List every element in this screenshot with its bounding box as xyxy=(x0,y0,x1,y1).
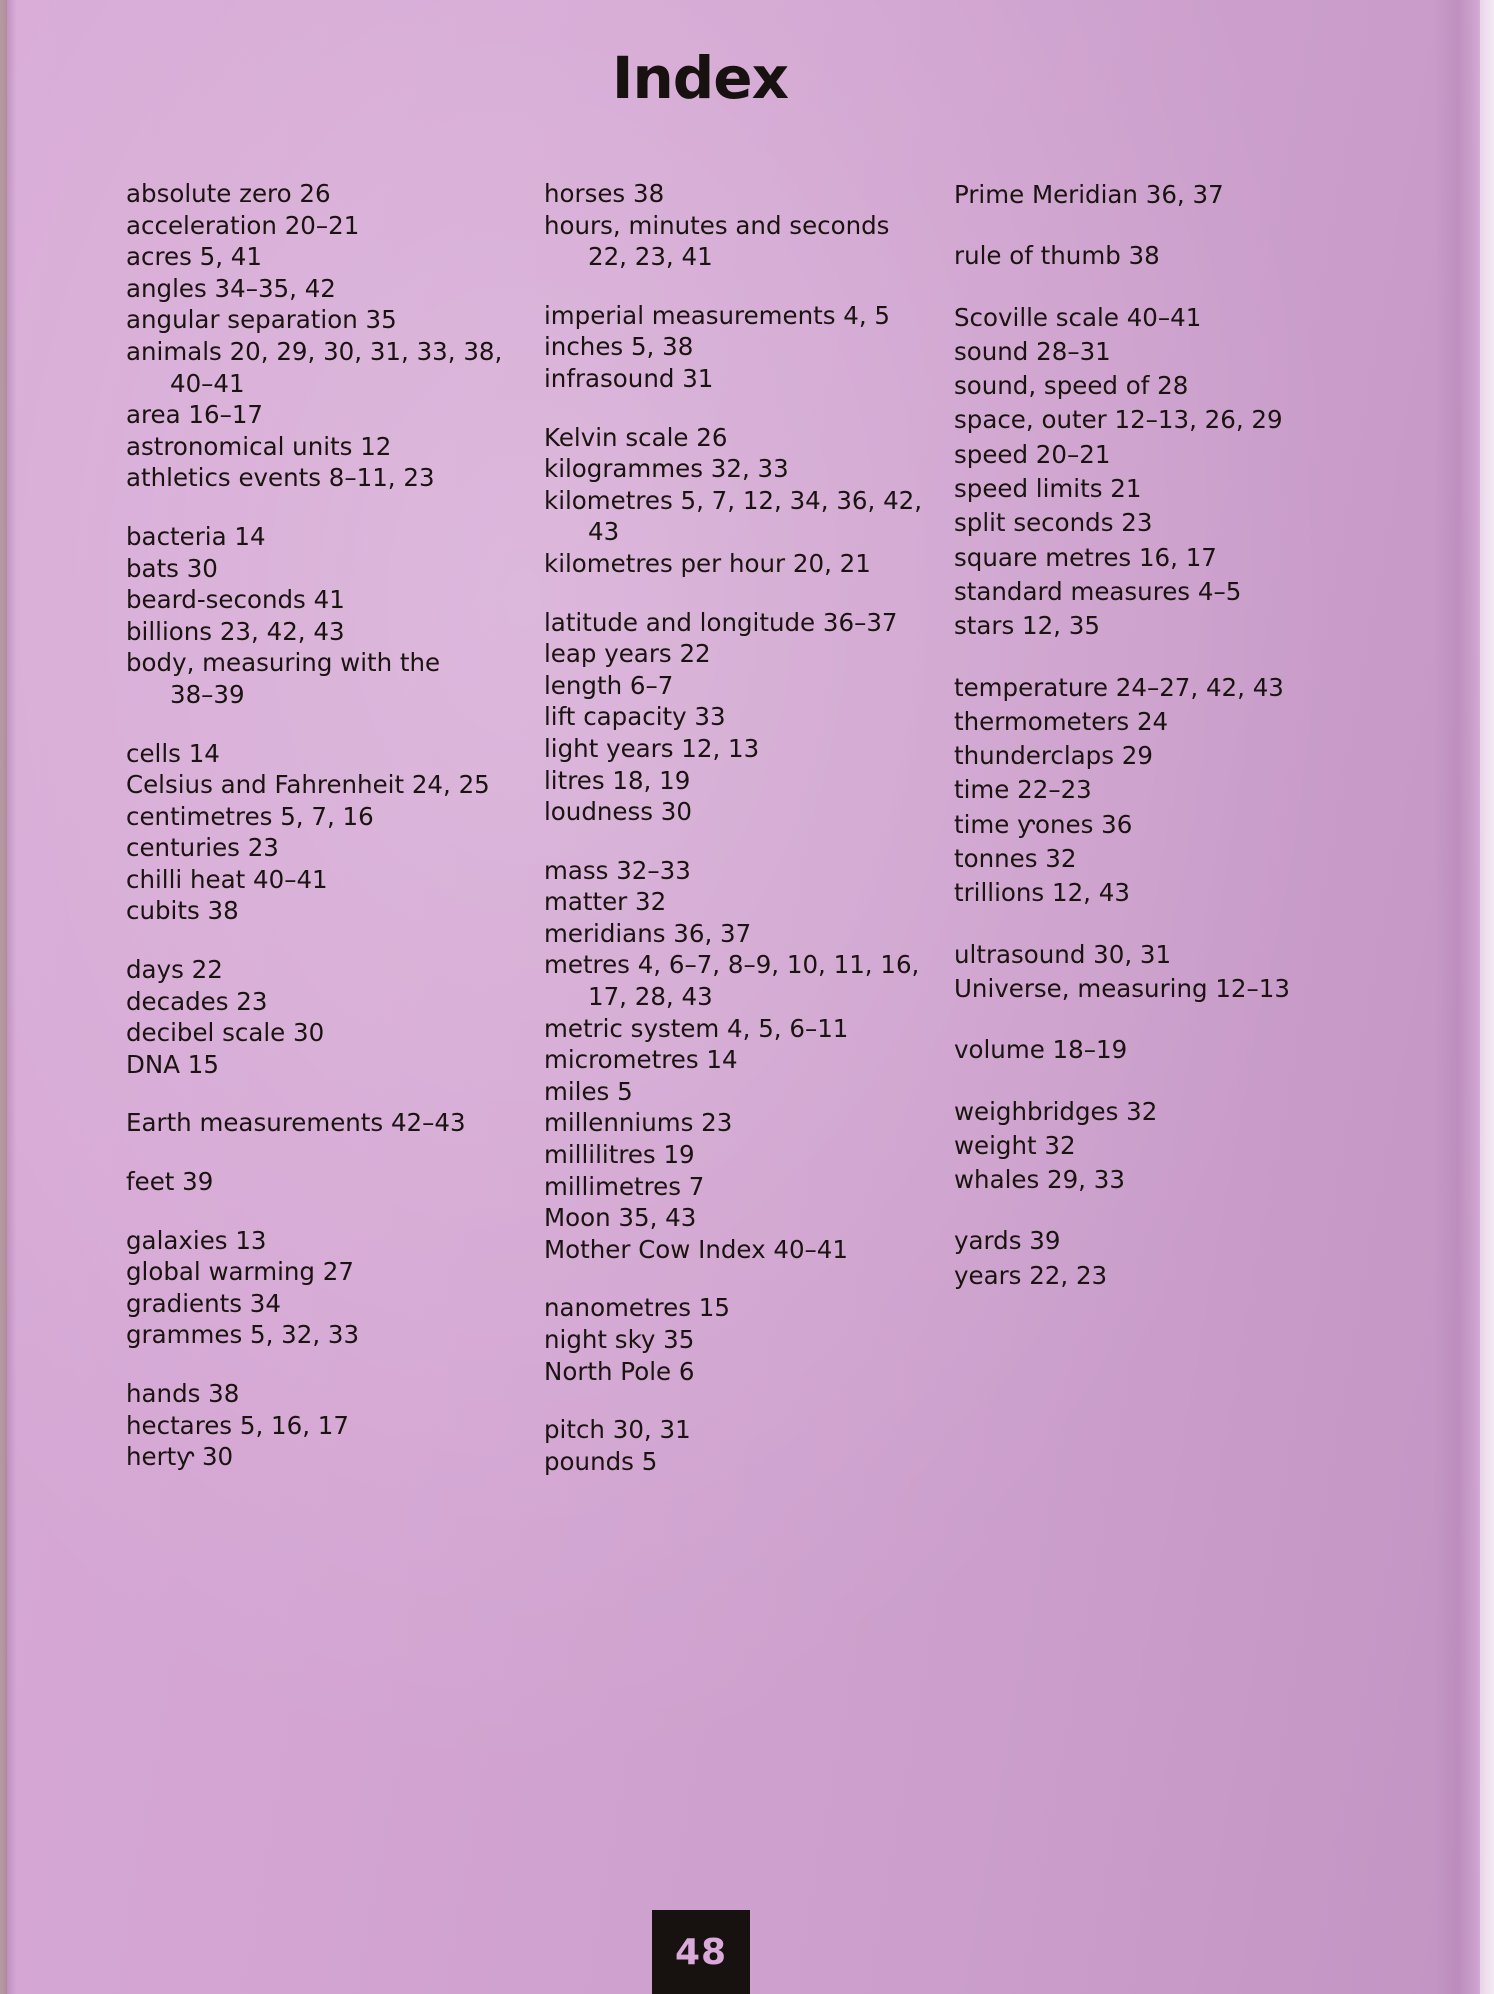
index-entry xyxy=(954,842,1314,876)
index-entry xyxy=(126,832,516,864)
index-entry-text: sound 28–31 xyxy=(954,336,1111,366)
index-entry xyxy=(126,1049,516,1081)
index-entry-text: chilli heat 40–41 xyxy=(126,864,328,894)
index-entry xyxy=(544,331,924,363)
index-entry-text: galaxies 13 xyxy=(126,1225,267,1255)
index-group-gap xyxy=(954,212,1314,239)
index-entry-text: hertƴ 30 xyxy=(126,1442,234,1472)
index-entry-text: square metres 16, 17 xyxy=(954,542,1217,572)
index-entry-text: cells 14 xyxy=(126,738,220,768)
index-entry-text: mass 32–33 xyxy=(544,855,691,885)
index-group-gap xyxy=(954,1006,1314,1033)
index-entry-text: millilitres 19 xyxy=(544,1140,695,1170)
index-entry-text: rule of thumb 38 xyxy=(954,241,1160,271)
index-entry xyxy=(544,1292,924,1324)
index-entry-text: North Pole 6 xyxy=(544,1356,695,1386)
index-entry-text: tonnes 32 xyxy=(954,844,1077,874)
index-entry-text: beard-seconds 41 xyxy=(126,585,345,615)
index-entry-text: global warming 27 xyxy=(126,1257,354,1287)
index-entry xyxy=(544,1356,924,1388)
index-entry xyxy=(954,369,1314,403)
index-entry-text: absolute zero 26 xyxy=(126,179,331,208)
index-entry xyxy=(544,886,924,918)
index-entry xyxy=(126,1378,516,1410)
index-entry xyxy=(954,472,1314,506)
index-entry-text: billions 23, 42, 43 xyxy=(126,616,345,646)
index-entry xyxy=(544,178,924,210)
index-entry-text: days 22 xyxy=(126,955,223,985)
index-entry-text: bacteria 14 xyxy=(126,521,266,551)
index-entry-text: DNA 15 xyxy=(126,1049,219,1079)
index-entry xyxy=(954,1033,1314,1067)
index-entry-text: Scoville scale 40–41 xyxy=(954,302,1202,332)
index-entry xyxy=(126,864,516,896)
index-group-gap xyxy=(954,1068,1314,1095)
index-entry xyxy=(126,553,516,585)
index-entry-text: speed 20–21 xyxy=(954,439,1111,469)
index-group-gap xyxy=(544,273,924,300)
index-entry-text: centimetres 5, 7, 16 xyxy=(126,801,374,831)
index-entry xyxy=(544,701,924,733)
index-entry xyxy=(544,548,924,580)
index-entry-text: trillions 12, 43 xyxy=(954,878,1130,908)
index-entry-continuation: 38–39 xyxy=(170,679,245,709)
index-entry-text: horses 38 xyxy=(544,179,665,208)
index-entry xyxy=(126,1166,516,1198)
index-entry-text: yards 39 xyxy=(954,1226,1061,1256)
index-entry xyxy=(126,616,516,648)
index-entry-text: whales 29, 33 xyxy=(954,1165,1125,1195)
index-entry-text: gradients 34 xyxy=(126,1288,281,1318)
index-group-gap xyxy=(126,1080,516,1107)
index-entry xyxy=(544,1044,924,1076)
index-entry xyxy=(544,363,924,395)
index-entry xyxy=(126,1256,516,1288)
index-entry xyxy=(954,773,1314,807)
index-entry xyxy=(126,801,516,833)
index-entry xyxy=(544,607,924,639)
index-entry-text: metres 4, 6–7, 8–9, 10, 11, 16, xyxy=(544,950,920,980)
index-entry-text: speed limits 21 xyxy=(954,474,1142,504)
index-group-gap xyxy=(954,1197,1314,1224)
index-entry xyxy=(954,1163,1314,1197)
index-entry-text: feet 39 xyxy=(126,1167,214,1197)
index-entry-text: kilometres 5, 7, 12, 34, 36, 42, xyxy=(544,485,923,515)
index-entry xyxy=(544,1107,924,1139)
index-entry xyxy=(126,769,516,801)
index-entry-text: ultrasound 30, 31 xyxy=(954,939,1172,969)
index-entry xyxy=(544,1171,924,1203)
page-right-edge xyxy=(1480,0,1494,1994)
index-entry xyxy=(954,301,1314,335)
index-entry-text: miles 5 xyxy=(544,1076,633,1106)
index-entry-text: night sky 35 xyxy=(544,1325,695,1354)
index-entry-text: split seconds 23 xyxy=(954,508,1153,538)
index-column-3 xyxy=(954,178,1314,1293)
index-entry-text: time 22–23 xyxy=(954,775,1092,805)
index-entry-text: time ƴones 36 xyxy=(954,809,1133,839)
index-entry xyxy=(954,541,1314,575)
index-group-gap xyxy=(544,1265,924,1292)
index-entry-text: angular separation 35 xyxy=(126,305,397,335)
index-group-gap xyxy=(544,828,924,855)
index-group-gap xyxy=(544,1387,924,1414)
index-entry xyxy=(544,1446,924,1478)
index-entry xyxy=(544,453,924,485)
index-entry xyxy=(126,462,516,494)
index-entry xyxy=(544,1234,924,1266)
index-entry-text: sound, speed of 28 xyxy=(954,371,1189,401)
index-entry-text: grammes 5, 32, 33 xyxy=(126,1320,360,1350)
index-entry-text: millenniums 23 xyxy=(544,1108,733,1138)
index-entry xyxy=(126,1225,516,1257)
index-entry xyxy=(544,638,924,670)
index-entry-text: metric system 4, 5, 6–11 xyxy=(544,1013,849,1043)
index-entry xyxy=(954,178,1314,212)
index-entry xyxy=(126,210,516,242)
index-entry-text: leap years 22 xyxy=(544,639,711,669)
index-entry-text: area 16–17 xyxy=(126,400,264,430)
index-entry xyxy=(126,241,516,273)
index-entry xyxy=(126,1319,516,1351)
index-entry-text: cubits 38 xyxy=(126,896,239,926)
index-entry-text: animals 20, 29, 30, 31, 33, 38, xyxy=(126,336,503,366)
index-group-gap xyxy=(954,911,1314,938)
index-entry-text: volume 18–19 xyxy=(954,1035,1128,1065)
index-entry-text: light years 12, 13 xyxy=(544,733,760,763)
index-entry-text: length 6–7 xyxy=(544,670,674,700)
index-entry xyxy=(954,671,1314,705)
index-group-gap xyxy=(954,274,1314,301)
index-entry xyxy=(126,273,516,305)
index-entry-text: thunderclaps 29 xyxy=(954,741,1153,771)
index-entry xyxy=(954,1224,1314,1258)
index-entry xyxy=(544,1324,924,1356)
page-title: Index xyxy=(611,44,789,112)
index-group-gap xyxy=(126,1351,516,1378)
index-entry xyxy=(954,1095,1314,1129)
index-entry xyxy=(126,738,516,770)
index-entry xyxy=(954,739,1314,773)
index-entry xyxy=(126,399,516,431)
index-entry xyxy=(544,485,924,548)
index-entry xyxy=(954,938,1314,972)
index-entry-text: body, measuring with the xyxy=(126,648,441,678)
index-entry-text: lift capacity 33 xyxy=(544,702,726,732)
index-entry-text: athletics events 8–11, 23 xyxy=(126,463,435,493)
index-entry xyxy=(954,335,1314,369)
index-entry xyxy=(544,422,924,454)
index-entry-text: angles 34–35, 42 xyxy=(126,273,336,303)
index-entry xyxy=(954,403,1314,437)
index-entry xyxy=(954,1129,1314,1163)
index-entry xyxy=(126,1107,516,1139)
index-entry-text: astronomical units 12 xyxy=(126,431,392,461)
index-entry-text: hours, minutes and seconds xyxy=(544,210,890,240)
page-number: 48 xyxy=(652,1910,750,1994)
index-entry-text: kilometres per hour 20, 21 xyxy=(544,548,871,578)
index-entry xyxy=(954,1259,1314,1293)
index-columns xyxy=(0,178,1430,1477)
index-entry-text: centuries 23 xyxy=(126,833,279,863)
index-entry-text: years 22, 23 xyxy=(954,1260,1108,1290)
index-entry-text: pitch 30, 31 xyxy=(544,1415,691,1445)
index-entry xyxy=(954,609,1314,643)
index-entry xyxy=(954,438,1314,472)
index-entry xyxy=(544,918,924,950)
index-entry xyxy=(126,895,516,927)
index-entry xyxy=(126,1441,516,1473)
index-entry-text: weighbridges 32 xyxy=(954,1096,1158,1126)
index-group-gap xyxy=(126,1139,516,1166)
index-column-2 xyxy=(544,178,924,1477)
index-entry-text: Mother Cow Index 40–41 xyxy=(544,1234,848,1264)
index-entry-text: pounds 5 xyxy=(544,1446,658,1476)
index-entry-text: temperature 24–27, 42, 43 xyxy=(954,672,1284,702)
index-entry-text: latitude and longitude 36–37 xyxy=(544,607,898,637)
index-entry-text: matter 32 xyxy=(544,887,667,917)
index-entry xyxy=(954,705,1314,739)
index-entry-text: Earth measurements 42–43 xyxy=(126,1108,466,1138)
index-entry-continuation: 43 xyxy=(588,517,620,547)
index-entry-text: Prime Meridian 36, 37 xyxy=(954,180,1224,209)
index-group-gap xyxy=(126,1198,516,1225)
index-entry-text: nanometres 15 xyxy=(544,1293,730,1323)
index-entry-text: Universe, measuring 12–13 xyxy=(954,973,1290,1003)
index-entry xyxy=(126,431,516,463)
index-entry-continuation: 40–41 xyxy=(170,368,245,398)
index-entry xyxy=(954,876,1314,910)
index-entry-text: decades 23 xyxy=(126,986,268,1016)
index-entry-text: litres 18, 19 xyxy=(544,765,691,795)
index-entry-text: micrometres 14 xyxy=(544,1045,738,1075)
index-entry xyxy=(544,796,924,828)
index-entry xyxy=(126,584,516,616)
index-entry-text: meridians 36, 37 xyxy=(544,918,752,948)
index-column-1 xyxy=(126,178,516,1473)
index-entry xyxy=(954,808,1314,842)
index-entry xyxy=(544,1414,924,1446)
index-entry xyxy=(126,178,516,210)
index-entry-text: acceleration 20–21 xyxy=(126,210,360,240)
index-entry-text: hectares 5, 16, 17 xyxy=(126,1410,349,1440)
index-entry xyxy=(126,647,516,710)
index-entry-text: standard measures 4–5 xyxy=(954,576,1242,606)
index-entry xyxy=(544,300,924,332)
index-entry xyxy=(544,765,924,797)
index-group-gap xyxy=(126,927,516,954)
index-entry xyxy=(126,1288,516,1320)
index-entry xyxy=(544,733,924,765)
index-entry xyxy=(126,1410,516,1442)
index-entry-text: kilogrammes 32, 33 xyxy=(544,454,789,484)
index-entry xyxy=(544,855,924,887)
index-entry xyxy=(126,986,516,1018)
index-entry-text: weight 32 xyxy=(954,1130,1076,1160)
index-group-gap xyxy=(544,580,924,607)
index-entry-text: Celsius and Fahrenheit 24, 25 xyxy=(126,770,490,800)
index-entry-text: stars 12, 35 xyxy=(954,611,1100,641)
index-entry xyxy=(544,949,924,1012)
index-group-gap xyxy=(126,711,516,738)
index-entry-text: loudness 30 xyxy=(544,797,692,827)
index-entry-text: decibel scale 30 xyxy=(126,1018,325,1048)
index-entry xyxy=(126,954,516,986)
index-entry-text: imperial measurements 4, 5 xyxy=(544,300,891,330)
index-entry-text: infrasound 31 xyxy=(544,363,714,393)
index-entry xyxy=(544,1139,924,1171)
index-group-gap xyxy=(954,644,1314,671)
index-entry-text: acres 5, 41 xyxy=(126,242,262,272)
index-entry xyxy=(126,336,516,399)
index-entry-text: millimetres 7 xyxy=(544,1171,705,1201)
index-entry-text: hands 38 xyxy=(126,1379,240,1408)
index-entry-continuation: 22, 23, 41 xyxy=(588,242,713,272)
index-entry xyxy=(126,521,516,553)
index-entry xyxy=(954,506,1314,540)
index-entry xyxy=(544,670,924,702)
index-entry xyxy=(126,304,516,336)
index-entry-text: space, outer 12–13, 26, 29 xyxy=(954,405,1283,435)
index-entry xyxy=(544,1013,924,1045)
index-entry xyxy=(544,1076,924,1108)
index-entry-text: thermometers 24 xyxy=(954,706,1169,736)
index-entry-text: bats 30 xyxy=(126,553,218,583)
index-entry xyxy=(126,1017,516,1049)
index-entry xyxy=(954,972,1314,1006)
index-entry-text: Kelvin scale 26 xyxy=(544,422,728,452)
index-entry xyxy=(954,239,1314,273)
index-entry-text: inches 5, 38 xyxy=(544,332,694,362)
index-entry xyxy=(544,210,924,273)
index-group-gap xyxy=(126,494,516,521)
index-entry xyxy=(544,1202,924,1234)
index-entry-continuation: 17, 28, 43 xyxy=(588,982,713,1012)
index-entry-text: Moon 35, 43 xyxy=(544,1203,697,1233)
index-entry xyxy=(954,575,1314,609)
index-group-gap xyxy=(544,395,924,422)
